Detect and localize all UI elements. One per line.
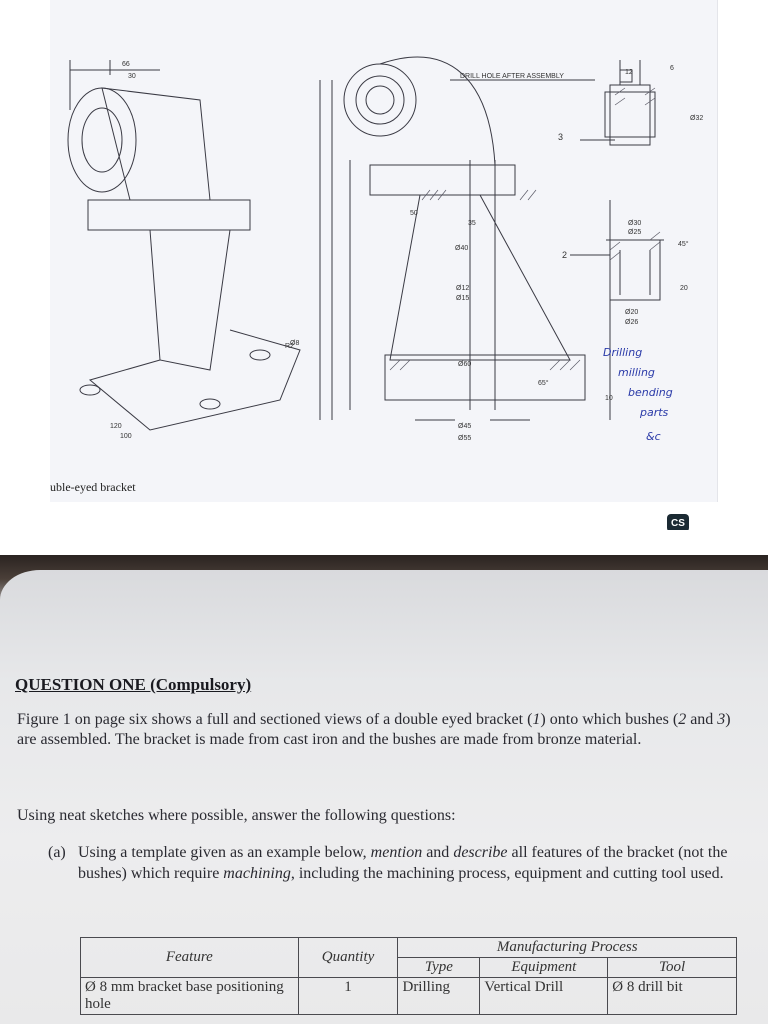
dim-d60: Ø60 [458, 361, 472, 368]
header-type: Type [398, 958, 480, 978]
dim-12: 12 [625, 69, 633, 76]
dim-d30: Ø30 [628, 220, 642, 227]
question-intro [17, 710, 747, 750]
bracket-drawing-graphic [50, 0, 718, 502]
table-row [81, 978, 737, 1015]
part-a-text-4: , including the machining process, equipment and cutting tool used. [290, 865, 724, 882]
part-a-text-2: and [422, 844, 454, 861]
header-tool: Tool [608, 958, 737, 978]
part-a-em-2: describe [453, 844, 508, 861]
part-a-text-1: Using a template given as an example below, [78, 844, 371, 861]
intro-text-2: ) onto which bushes ( [540, 711, 679, 728]
figure-caption: uble-eyed bracket [50, 480, 136, 494]
dim-d40: Ø40 [455, 245, 469, 252]
part-a-text-3: all features of the bracket (not the bushes) which require [78, 844, 728, 882]
header-feature: Feature [81, 938, 299, 978]
intro-ref-1: 1 [532, 711, 541, 728]
part-a-text [78, 842, 738, 884]
handwritten-note-3: bending [628, 386, 673, 399]
dim-10: 10 [605, 395, 613, 402]
header-equipment: Equipment [480, 958, 608, 978]
dim-d26: Ø26 [625, 319, 639, 326]
dim-30: 30 [128, 73, 136, 80]
part-a [48, 842, 738, 884]
dim-d20: Ø20 [625, 309, 639, 316]
dim-20: 20 [680, 285, 688, 292]
header-process: Manufacturing Process [398, 938, 737, 958]
intro-text-3: and [686, 711, 718, 728]
dim-35: 35 [468, 220, 476, 227]
dim-120: 120 [110, 423, 122, 430]
cell-feature: Ø 8 mm bracket base positioning hole [81, 978, 299, 1015]
bush-2-callout: 2 [562, 250, 568, 260]
dim-d45: Ø45 [458, 423, 472, 430]
intro-text-1: Figure 1 on page six shows a full and sectioned views of a double eyed bracket ( [17, 711, 533, 728]
camscanner-badge: CS [667, 514, 689, 532]
part-a-em-1: mention [370, 844, 423, 861]
iso-eye-outer [68, 88, 136, 192]
intro-ref-3: 3 [717, 711, 726, 728]
instructions: Using neat sketches where possible, answer the following questions: [17, 807, 456, 824]
dim-100: 100 [120, 433, 132, 440]
dim-d15: Ø15 [456, 295, 470, 302]
bush-3-callout: 3 [558, 132, 564, 142]
part-a-em-3: machining [223, 865, 291, 882]
dim-r2: R2 [285, 343, 294, 350]
question-page [0, 570, 768, 1024]
cell-type: Drilling [398, 978, 480, 1015]
handwritten-note-1: Drilling [603, 346, 643, 359]
drill-note: DRILL HOLE AFTER ASSEMBLY [460, 73, 564, 80]
section-eye-outer [344, 64, 416, 136]
handwritten-note-4: parts [640, 406, 669, 419]
question-heading: QUESTION ONE (Compulsory) [15, 675, 252, 694]
dim-45deg: 45° [678, 241, 689, 248]
handwritten-note-5: &c [646, 430, 661, 443]
dim-d8: Ø8 [290, 340, 300, 347]
template-table [80, 937, 737, 1015]
dim-d32: Ø32 [690, 115, 704, 122]
dim-d55: Ø55 [458, 435, 472, 442]
handwritten-note-2: milling [618, 366, 655, 379]
part-a-label: (a) [48, 844, 66, 861]
dim-6: 6 [670, 65, 674, 72]
dim-66: 66 [122, 61, 130, 68]
dim-d25: Ø25 [628, 229, 642, 236]
intro-text-4: ) are assembled. The bracket is made from cast iron and the bushes are made from bronze material. [17, 711, 731, 748]
engineering-drawing [50, 0, 718, 502]
dim-d12: Ø12 [456, 285, 470, 292]
cell-tool: Ø 8 drill bit [608, 978, 737, 1015]
dim-50: 50 [410, 210, 418, 217]
cell-quantity: 1 [298, 978, 398, 1015]
dim-65deg: 65° [538, 380, 549, 387]
intro-ref-2: 2 [678, 711, 687, 728]
header-quantity: Quantity [298, 938, 398, 978]
cell-equipment: Vertical Drill [480, 978, 608, 1015]
